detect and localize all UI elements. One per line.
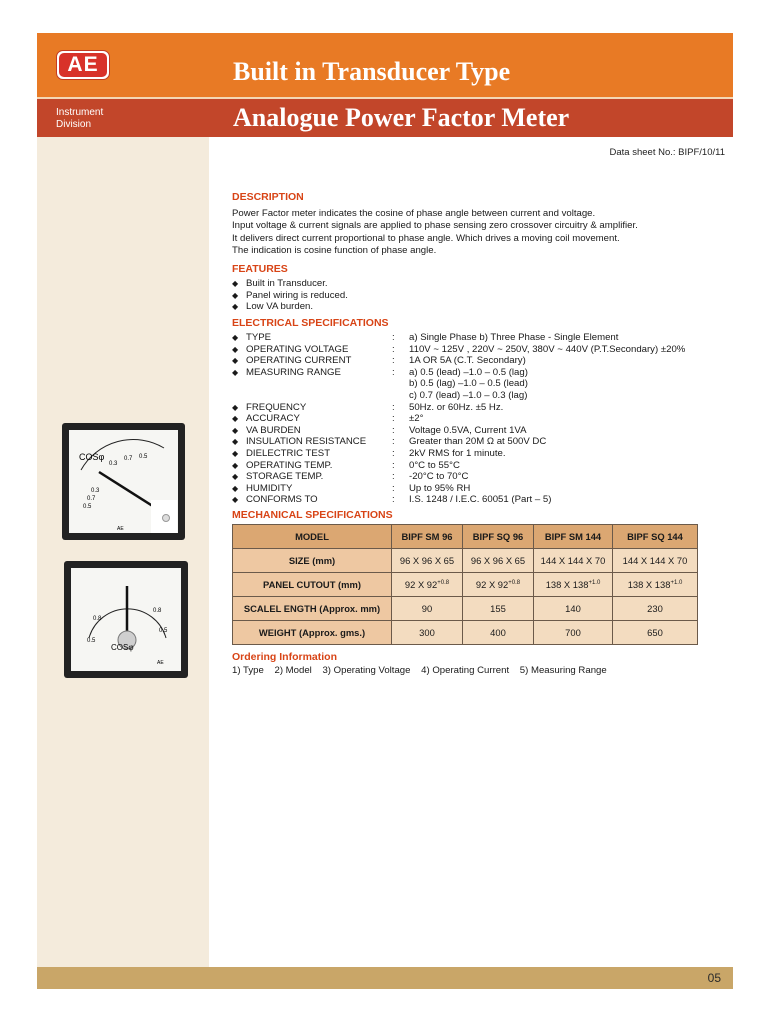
ordering-text: 1) Type 2) Model 3) Operating Voltage 4) Operating Current 5) Measuring Range	[232, 664, 607, 676]
table-row	[233, 548, 698, 572]
table-cell: 400	[463, 620, 534, 644]
cutout-value: 138 X 138	[627, 578, 671, 590]
spec-row	[232, 448, 712, 460]
table-row-label: WEIGHT (Approx. gms.)	[233, 620, 392, 644]
datasheet-page	[37, 33, 733, 989]
table-cell: 144 X 144 X 70	[613, 548, 698, 572]
spec-colon: :	[392, 331, 395, 343]
table-cell: 155	[463, 596, 534, 620]
division-line2: Division	[56, 119, 92, 130]
spec-value: a) Single Phase b) Three Phase - Single Element	[409, 331, 619, 343]
logo-text: AE	[59, 53, 107, 77]
bullet-diamond-icon: ◆	[232, 332, 239, 342]
footer-band	[37, 967, 733, 989]
table-header-cell: BIPF SQ 96	[463, 524, 534, 548]
spec-value: Voltage 0.5VA, Current 1VA	[409, 424, 527, 436]
table-cell: 700	[534, 620, 613, 644]
spec-value: 1A OR 5A (C.T. Secondary)	[409, 355, 526, 367]
bullet-diamond-icon: ◆	[232, 290, 239, 300]
mechanical-heading: MECHANICAL SPECIFICATIONS	[232, 508, 393, 521]
spec-name: FREQUENCY	[246, 401, 307, 413]
page-number: 05	[707, 971, 721, 985]
svg-text:0.8: 0.8	[153, 608, 162, 614]
feature-text: Panel wiring is reduced.	[246, 289, 348, 301]
svg-text:0.7: 0.7	[124, 456, 133, 462]
spec-name: ACCURACY	[246, 413, 300, 425]
feature-text: Low VA burden.	[246, 301, 314, 313]
spec-row	[232, 471, 712, 483]
bullet-diamond-icon: ◆	[232, 483, 239, 493]
mechanical-spec-table	[232, 524, 698, 645]
meter-label-bottom: COSφ	[111, 643, 134, 652]
description-line: It delivers direct current proportional to phase angle. Which drives a moving coil movement.	[232, 232, 620, 244]
spec-row	[232, 494, 712, 506]
description-line: The indication is cosine function of phase angle.	[232, 244, 437, 256]
spec-colon: :	[392, 401, 395, 413]
table-header-cell: BIPF SQ 144	[613, 524, 698, 548]
spec-row	[232, 436, 712, 448]
spec-value: Greater than 20M Ω at 500V DC	[409, 436, 547, 448]
cutout-tolerance: +1.0	[670, 579, 683, 586]
description-heading: DESCRIPTION	[232, 191, 304, 203]
spec-colon: :	[392, 494, 395, 506]
spec-colon: :	[392, 343, 395, 355]
table-header-cell: MODEL	[233, 524, 392, 548]
spec-row	[232, 378, 712, 390]
table-cell	[534, 572, 613, 596]
table-cell: 144 X 144 X 70	[534, 548, 613, 572]
bullet-diamond-icon: ◆	[232, 437, 239, 447]
ae-logo	[56, 50, 110, 80]
spec-colon: :	[392, 471, 395, 483]
spec-name: OPERATING VOLTAGE	[246, 343, 349, 355]
meter-dial-top	[69, 430, 178, 533]
svg-text:0.5: 0.5	[159, 628, 168, 634]
spec-name: OPERATING TEMP.	[246, 459, 333, 471]
main-content	[232, 191, 712, 677]
spec-name: HUMIDITY	[246, 482, 293, 494]
page-title-line1: Built in Transducer Type	[233, 57, 511, 86]
spec-row	[232, 344, 712, 356]
svg-text:AE: AE	[117, 526, 124, 532]
bullet-diamond-icon: ◆	[232, 356, 239, 366]
spec-colon: :	[392, 366, 395, 378]
table-cell	[463, 572, 534, 596]
meter-label-top: COSφ	[79, 452, 105, 462]
spec-value: b) 0.5 (lag) –1.0 – 0.5 (lead)	[409, 378, 528, 390]
division-label	[56, 107, 156, 131]
page-title-line2: Analogue Power Factor Meter	[233, 103, 570, 132]
svg-text:AE: AE	[157, 660, 164, 666]
bullet-diamond-icon: ◆	[232, 279, 239, 289]
datasheet-number: Data sheet No.: BIPF/10/11	[609, 147, 725, 158]
spec-value: Up to 95% RH	[409, 482, 471, 494]
list-item	[232, 278, 712, 290]
table-header-cell: BIPF SM 96	[392, 524, 463, 548]
spec-name: CONFORMS TO	[246, 494, 318, 506]
spec-name: STORAGE TEMP.	[246, 471, 324, 483]
spec-row	[232, 460, 712, 472]
svg-text:0.7: 0.7	[87, 496, 96, 502]
bullet-diamond-icon: ◆	[232, 460, 239, 470]
svg-text:0.3: 0.3	[109, 461, 118, 467]
meter-face	[71, 568, 181, 671]
table-cell: 140	[534, 596, 613, 620]
spec-row	[232, 402, 712, 414]
features-list	[232, 278, 712, 313]
table-cell	[392, 572, 463, 596]
table-row	[233, 620, 698, 644]
spec-colon: :	[392, 459, 395, 471]
spec-row	[232, 332, 712, 344]
svg-text:0.5: 0.5	[139, 454, 148, 460]
spec-value: 110V ~ 125V , 220V ~ 250V, 380V ~ 440V (P.T.Secondary) ±20%	[409, 343, 686, 355]
spec-colon: :	[392, 355, 395, 367]
bullet-diamond-icon: ◆	[232, 367, 239, 377]
spec-value: ±2°	[409, 413, 424, 425]
table-cell	[613, 572, 698, 596]
description-line: Power Factor meter indicates the cosine of phase angle between current and voltage.	[232, 208, 596, 219]
svg-text:0.5: 0.5	[83, 504, 92, 510]
spec-value: I.S. 1248 / I.E.C. 60051 (Part – 5)	[409, 494, 552, 506]
features-heading: FEATURES	[232, 263, 288, 276]
spec-colon: :	[392, 482, 395, 494]
table-row-label: SIZE (mm)	[233, 548, 392, 572]
cutout-value: 92 X 92	[404, 578, 438, 590]
table-row-label: SCALEL ENGTH (Approx. mm)	[233, 596, 392, 620]
table-row	[233, 572, 698, 596]
ordering-heading: Ordering Information	[232, 650, 337, 663]
svg-text:0.5: 0.5	[87, 638, 96, 644]
spec-colon: :	[392, 436, 395, 448]
cutout-tolerance: +1.0	[588, 579, 601, 586]
table-cell: 96 X 96 X 65	[463, 548, 534, 572]
meter-dial-bottom	[71, 568, 181, 671]
list-item	[232, 301, 712, 313]
svg-text:0.3: 0.3	[91, 488, 100, 494]
meter-image-top	[62, 423, 185, 540]
spec-value: 2kV RMS for 1 minute.	[409, 447, 506, 459]
spec-row	[232, 483, 712, 495]
table-cell: 650	[613, 620, 698, 644]
meter-face	[69, 430, 178, 533]
electrical-spec-list	[232, 332, 712, 506]
division-line1: Instrument	[56, 107, 104, 118]
cutout-tolerance: +0.8	[508, 579, 521, 586]
spec-row	[232, 425, 712, 437]
spec-row	[232, 413, 712, 425]
bullet-diamond-icon: ◆	[232, 344, 239, 354]
spec-value: a) 0.5 (lead) –1.0 – 0.5 (lag)	[409, 366, 528, 378]
spec-name: VA BURDEN	[246, 424, 301, 436]
meter-image-bottom	[64, 561, 188, 678]
table-header-row	[233, 524, 698, 548]
spec-colon: :	[392, 424, 395, 436]
table-cell: 96 X 96 X 65	[392, 548, 463, 572]
bullet-diamond-icon: ◆	[232, 495, 239, 505]
spec-value: 0°C to 55°C	[409, 459, 460, 471]
spec-name: MEASURING RANGE	[246, 366, 341, 378]
description-body	[232, 208, 712, 257]
description-line: Input voltage & current signals are applied to phase sensing zero crossover circuitry & amplifier.	[232, 220, 638, 232]
spec-row	[232, 367, 712, 379]
table-cell: 300	[392, 620, 463, 644]
cutout-value: 138 X 138	[545, 578, 589, 590]
bullet-diamond-icon: ◆	[232, 425, 239, 435]
bullet-diamond-icon: ◆	[232, 448, 239, 458]
spec-name: TYPE	[246, 331, 272, 343]
spec-name: DIELECTRIC TEST	[246, 447, 331, 459]
list-item	[232, 290, 712, 302]
table-cell: 90	[392, 596, 463, 620]
feature-text: Built in Transducer.	[246, 278, 328, 290]
spec-name: OPERATING CURRENT	[246, 355, 352, 367]
spec-value: -20°C to 70°C	[409, 471, 469, 483]
bullet-diamond-icon: ◆	[232, 302, 239, 312]
table-cell: 230	[613, 596, 698, 620]
cutout-value: 92 X 92	[475, 578, 509, 590]
spec-row	[232, 390, 712, 402]
table-row-label: PANEL CUTOUT (mm)	[233, 572, 392, 596]
cutout-tolerance: +0.8	[437, 579, 450, 586]
spec-name: INSULATION RESISTANCE	[246, 436, 367, 448]
spec-value: c) 0.7 (lead) –1.0 – 0.3 (lag)	[409, 389, 528, 401]
electrical-heading: ELECTRICAL SPECIFICATIONS	[232, 316, 389, 329]
table-header-cell: BIPF SM 144	[534, 524, 613, 548]
spec-colon: :	[392, 413, 395, 425]
bullet-diamond-icon: ◆	[232, 414, 239, 424]
bullet-diamond-icon: ◆	[232, 402, 239, 412]
spec-colon: :	[392, 447, 395, 459]
spec-row	[232, 355, 712, 367]
bullet-diamond-icon: ◆	[232, 472, 239, 482]
svg-text:0.8: 0.8	[93, 616, 102, 622]
sidebar-panel	[37, 137, 209, 967]
spec-value: 50Hz. or 60Hz. ±5 Hz.	[409, 401, 504, 413]
table-row	[233, 596, 698, 620]
